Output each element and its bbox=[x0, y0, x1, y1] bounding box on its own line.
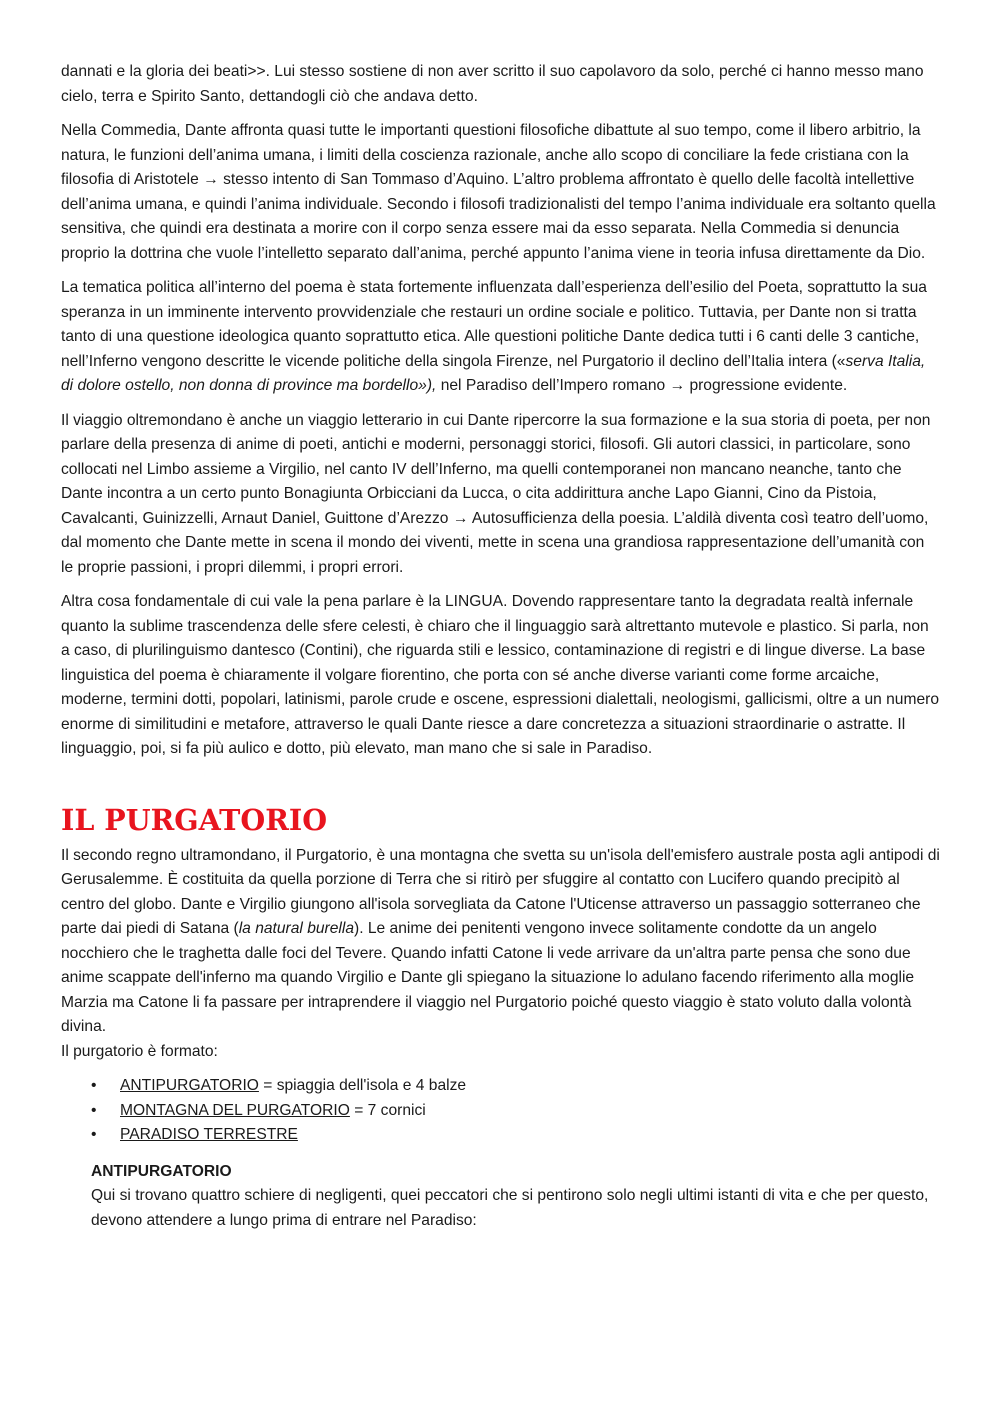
italic-text: serva Italia, di dolore ostello, non donna di province ma bordello»), bbox=[61, 352, 926, 394]
body-paragraph bbox=[61, 590, 940, 762]
list-item-text: = 7 cornici bbox=[349, 1101, 426, 1119]
purgatorio-structure-list bbox=[61, 1074, 940, 1148]
italic-text: la natural burella bbox=[238, 920, 355, 937]
bullet-icon: • bbox=[91, 1126, 97, 1143]
bullet-icon: • bbox=[91, 1101, 97, 1119]
body-paragraph bbox=[61, 119, 940, 266]
list-item-text: = spiaggia dell'isola e 4 balze bbox=[258, 1077, 467, 1094]
text-run: Nella Commedia, Dante affronta quasi tutte le importanti questioni filosofiche dibattute al suo tempo, come il libero arbitrio, la natura, le funzioni dell’anima umana, i limiti della coscienza razionale, anche allo scopo di conciliare la fede cristiana con la filosofia di Aristotele → stesso intento di San Tommaso d’Aquino. L’altro problema affrontato è quello delle facoltà intellettive dell’anima umana, e quindi l’anima individuale. Secondo i filosofi tradizionalisti del tempo l’anima individuale era soltanto quella sensitiva, che quindi era destinata a morire con il corpo senza essere mai da esso separata. Nella Commedia si denuncia proprio la dottrina che vuole l’intelletto separato dall’anima, perché appunto l’anima viene in teoria infusa direttamente da Dio. bbox=[61, 122, 936, 262]
antipurgatorio-section bbox=[61, 1160, 940, 1234]
body-paragraph bbox=[61, 60, 940, 109]
subsection-text: Qui si trovano quattro schiere di negligenti, quei peccatori che si pentirono solo negli ultimi istanti di vita e che per questo, devono attendere a lungo prima di entrare nel Paradiso: bbox=[91, 1187, 929, 1229]
body-paragraph bbox=[61, 409, 940, 581]
list-item-label: MONTAGNA DEL PURGATORIO bbox=[120, 1101, 350, 1119]
text-run: dannati e la gloria dei beati>>. Lui stesso sostiene di non aver scritto il suo capolavoro da solo, perché ci hanno messo mano cielo, terra e Spirito Santo, dettandogli ciò che andava detto. bbox=[61, 63, 924, 105]
text-run: Il purgatorio è formato: bbox=[61, 1042, 218, 1060]
body-paragraph bbox=[61, 276, 940, 399]
purgatorio-paragraph bbox=[61, 844, 940, 1065]
list-item bbox=[91, 1074, 940, 1099]
text-run: Il secondo regno ultramondano, il Purgatorio, è una montagna che svetta su un'isola dell'emisfero australe posta agli antipodi di Gerusalemme. È costituita da quella porzione di Terra che si ritirò per sfuggire al contatto con Lucifero quando precipitò al centro del globo. Dante e Virgilio giungono all'isola sorvegliata da Catone l'Uticense attraverso un passaggio sotterraneo che parte dai piedi di Satana ( bbox=[61, 846, 940, 937]
text-run: ). Le anime dei penitenti vengono invece solitamente condotte da un angelo nocchiero che le traghetta dalle foci del Tevere. Quando infatti Catone li vede arrivare da un'altra parte pensa che sono due anime scappate dell'inferno ma quando Virgilio e Dante gli spiegano la situazione lo adulano facendo riferimento alla moglie Marzia ma Catone li fa passare per intraprendere il viaggio nel Purgatorio poiché questo viaggio è stato voluto dalla volontà divina. bbox=[61, 920, 915, 1035]
text-run: Altra cosa fondamentale di cui vale la pena parlare è la LINGUA. Dovendo rappresentare tanto la degradata realtà infernale quanto la sublime trascendenza delle sfere celesti, è chiaro che il linguaggio sarà altrettanto mutevole e plastico. Si parla, non a caso, di plurilinguismo dantesco (Contini), che riguarda stili e lessico, contaminazione di registri e di lingue diverse. La base linguistica del poema è chiaramente il volgare fiorentino, che porta con sé anche diverse varianti come forme arcaiche, moderne, termini dotti, popolari, latinismi, parole crude e oscene, espressioni dialettali, neologismi, gallicismi, oltre a un numero enorme di similitudini e metafore, attraverso le quali Dante riesce a dare concretezza a situazioni straordinarie o astratte. Il linguaggio, poi, si fa più aulico e dotto, più elevato, man mano che si sale in Paradiso. bbox=[61, 593, 940, 757]
bullet-icon: • bbox=[91, 1077, 97, 1094]
text-run: La tematica politica all’interno del poema è stata fortemente influenzata dall’esperienza dell’esilio del Poeta, soprattutto la sua speranza in un imminente intervento provvidenziale che restauri un ordine sociale e politico. Tuttavia, per Dante non si tratta tanto di una questione ideologica quanto soprattutto etica. Alle questioni politiche Dante dedica tutti i 6 canti delle 3 cantiche, nell’Inferno vengono descritte le vicende politiche della singola Firenze, nel Purgatorio il declino dell’Italia intera (« bbox=[61, 279, 927, 370]
list-item-label: ANTIPURGATORIO bbox=[120, 1077, 259, 1094]
text-run: Il viaggio oltremondano è anche un viaggio letterario in cui Dante ripercorre la sua formazione e la sua storia di poeta, per non parlare della presenza di anime di poeti, antichi e moderni, personaggi storici, filosofi. Gli autori classici, in particolare, sono collocati nel Limbo assieme a Virgilio, nel canto IV dell’Inferno, ma quelli contemporanei non mancano neanche, tanto che Dante incontra a un certo punto Bonagiunta Orbicciani da Lucca, o cita addirittura anche Lapo Gianni, Cino da Pistoia, Cavalcanti, Guinizzelli, Arnaut Daniel, Guittone d’Arezzo → Autosufficienza della poesia. L’aldilà diventa così teatro dell’uomo, dal momento che Dante mette in scena il mondo dei viventi, mette in scena una grandiosa rappresentazione dell’umanità con le proprie passioni, i propri dilemmi, i propri errori. bbox=[61, 411, 931, 576]
section-heading: IL PURGATORIO bbox=[61, 802, 328, 837]
subsection-title: ANTIPURGATORIO bbox=[91, 1162, 232, 1180]
text-run: nel Paradiso dell’Impero romano → progressione evidente. bbox=[436, 377, 848, 394]
list-item bbox=[91, 1123, 940, 1148]
list-item-label: PARADISO TERRESTRE bbox=[120, 1126, 298, 1143]
intro-section bbox=[61, 60, 940, 762]
list-item bbox=[91, 1099, 940, 1124]
